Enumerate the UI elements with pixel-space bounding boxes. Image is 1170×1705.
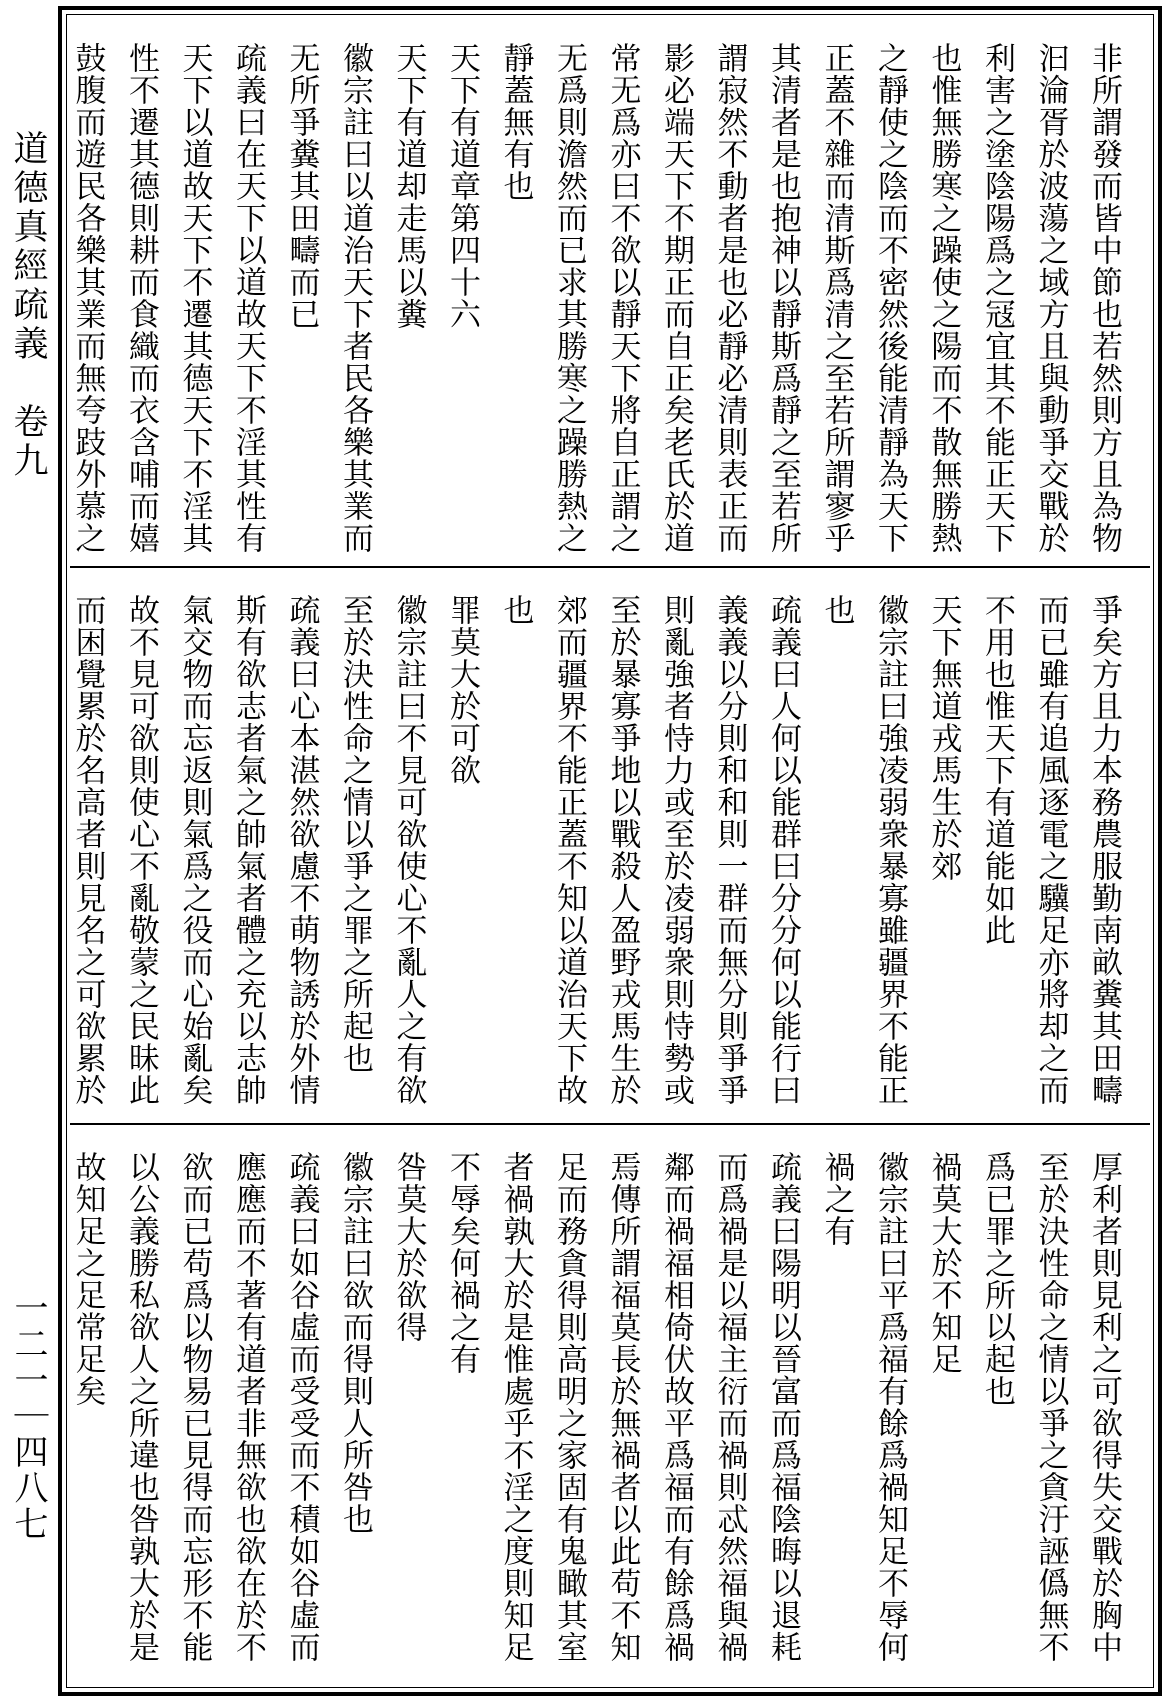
text-column: 爲已罪之所以起也 (979, 1151, 1015, 1407)
text-column: 足而務貪得則高明之家固有鬼瞰其室 (551, 1151, 587, 1663)
text-column: 天下以道故天下不遷其德天下不淫其 (176, 42, 213, 554)
text-column: 禍莫大於不知足 (925, 1151, 962, 1375)
text-column: 疏義曰在天下以道故天下不淫其性有 (230, 42, 266, 554)
text-column: 至於暴寡爭地以戰殺人盈野戎馬生於 (604, 594, 641, 1106)
text-column: 常无爲亦曰不欲以靜天下將自正謂之 (604, 42, 641, 554)
text-band-lower (70, 1127, 1150, 1687)
text-column: 汩淪胥於波蕩之域方且與動爭交戰於 (1032, 42, 1069, 554)
text-column: 斯有欲志者氣之帥氣者體之充以志帥 (230, 594, 266, 1106)
text-column: 不辱矣何禍之有 (444, 1151, 480, 1375)
text-column: 天下有道却走馬以糞 (390, 42, 427, 330)
text-column: 疏義曰如谷虛而受受而不積如谷虛而 (283, 1151, 320, 1663)
text-column: 也 (497, 594, 534, 626)
text-column: 而已雖有追風逐電之驥足亦將却之而 (1032, 594, 1069, 1106)
text-column: 欲而已苟爲以物易已見得而忘形不能 (176, 1151, 213, 1663)
text-column: 天下無道戎馬生於郊 (925, 594, 962, 882)
chapter-heading: 天下有道章第四十六 (444, 42, 480, 330)
text-column: 故不見可欲則使心不亂敬蒙之民昧此 (123, 594, 159, 1106)
text-column: 故知足之足常足矣 (70, 1151, 106, 1407)
text-column: 厚利者則見利之可欲得失交戰於胸中 (1086, 1151, 1122, 1663)
column-block (70, 1151, 1130, 1679)
text-column: 利害之塗陰陽爲之冦宜其不能正天下 (979, 42, 1015, 554)
text-column: 爭矣方且力本務農服勤南畝糞其田疇 (1086, 594, 1122, 1106)
text-column: 性不遷其德則耕而食織而衣含哺而嬉 (123, 42, 159, 554)
text-column: 不用也惟天下有道能如此 (979, 594, 1015, 946)
text-column: 而困覺累於名高者則見名之可欲累於 (70, 594, 106, 1106)
text-column: 其清者是也抱神以靜斯爲靜之至若所 (765, 42, 801, 554)
text-column: 禍之有 (818, 1151, 855, 1247)
text-column: 疏義曰人何以能群曰分分何以能行曰 (765, 594, 801, 1106)
text-column: 焉傳所謂福莫長於無禍者以此苟不知 (604, 1151, 641, 1663)
column-block (70, 42, 1130, 558)
text-column: 非所謂發而皆中節也若然則方且為物 (1086, 42, 1122, 554)
text-column: 正蓋不雜而清斯爲清之至若所謂寥乎 (818, 42, 855, 554)
page-number: 一二一｜四八七 (8, 1290, 48, 1542)
text-column: 徽宗註曰以道治天下者民各樂其業而 (337, 42, 373, 554)
text-column: 无所爭糞其田疇而已 (283, 42, 320, 330)
text-column: 郊而疆界不能正蓋不知以道治天下故 (551, 594, 587, 1106)
text-column: 咎莫大於欲得 (390, 1151, 427, 1343)
text-column: 應應而不著有道者非無欲也欲在於不 (230, 1151, 266, 1663)
text-column: 徽宗註曰平爲福有餘爲禍知足不辱何 (872, 1151, 908, 1663)
text-column: 而爲禍是以福主衍而禍則忒然福與禍 (711, 1151, 748, 1663)
running-title: 道德真經疏義 卷九 (8, 130, 48, 481)
text-column: 者禍孰大於是惟處乎不淫之度則知足 (497, 1151, 534, 1663)
text-column: 鄰而禍福相倚伏故平爲福而有餘爲禍 (658, 1151, 694, 1663)
text-column: 謂寂然不動者是也必靜必清則表正而 (711, 42, 748, 554)
text-band-upper (70, 18, 1150, 568)
text-column: 徽宗註曰不見可欲使心不亂人之有欲 (390, 594, 427, 1106)
text-column: 影必端天下不期正而自正矣老氏於道 (658, 42, 694, 554)
text-column: 疏義曰心本湛然欲慮不萌物誘於外情 (283, 594, 320, 1106)
text-column: 則亂強者恃力或至於凌弱衆則恃勢或 (658, 594, 694, 1106)
text-column: 至於決性命之情以爭之貪汙誣僞無不 (1032, 1151, 1069, 1663)
text-band-middle (70, 570, 1150, 1125)
text-column: 鼓腹而遊民各樂其業而無夸跂外慕之 (70, 42, 106, 554)
text-column: 罪莫大於可欲 (444, 594, 480, 786)
text-column: 氣交物而忘返則氣爲之役而心始亂矣 (176, 594, 213, 1106)
text-column: 无爲則澹然而已求其勝寒之躁勝熱之 (551, 42, 587, 554)
text-column: 疏義曰陽明以晉富而爲福陰晦以退耗 (765, 1151, 801, 1663)
text-column: 靜蓋無有也 (497, 42, 534, 202)
text-column: 以公義勝私欲人之所違也咎孰大於是 (123, 1151, 159, 1663)
text-column: 也 (818, 594, 855, 626)
column-block (70, 594, 1130, 1115)
text-column: 也惟無勝寒之躁使之陽而不散無勝熱 (925, 42, 962, 554)
text-column: 之靜使之陰而不密然後能清靜為天下 (872, 42, 908, 554)
text-column: 義義以分則和和則一群而無分則爭爭 (711, 594, 748, 1106)
text-column: 徽宗註曰欲而得則人所咎也 (337, 1151, 373, 1535)
text-column: 徽宗註曰強凌弱衆暴寡雖疆界不能正 (872, 594, 908, 1106)
page-frame (58, 6, 1162, 1696)
text-column: 至於決性命之情以爭之罪之所起也 (337, 594, 373, 1074)
